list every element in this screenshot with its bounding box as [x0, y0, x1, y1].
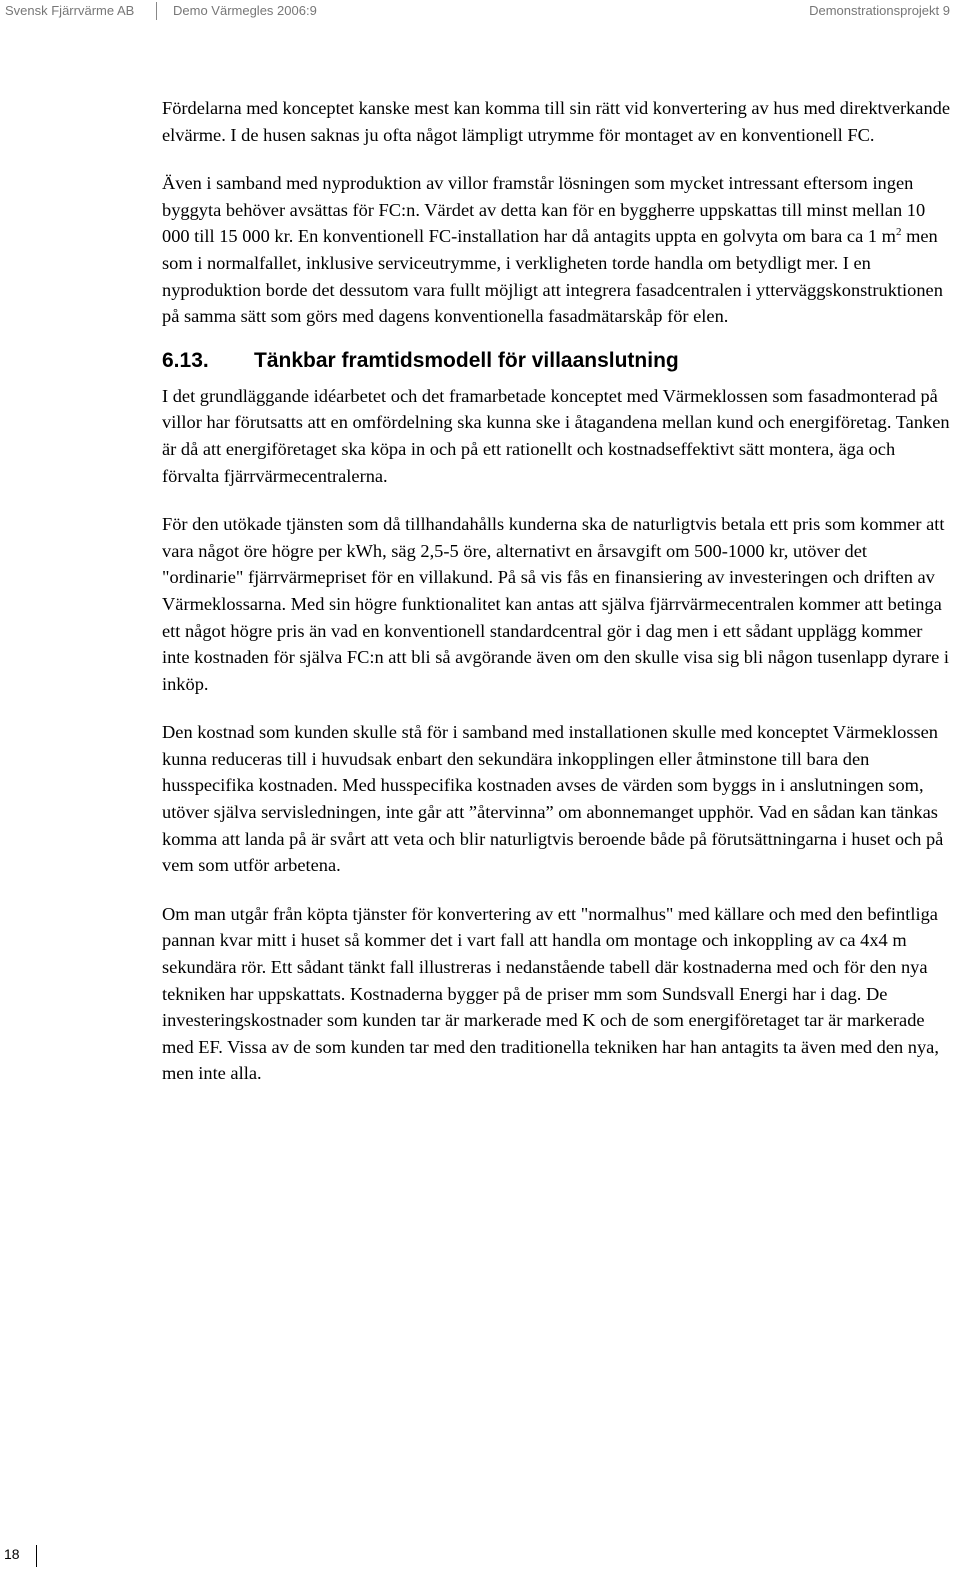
header-separator: [156, 2, 157, 20]
paragraph-ideaarbete: I det grundläggande idéarbetet och det framarbetade konceptet med Värmeklossen som fasadmonterad på villor har förutsatts att en omfördelning ska kunna ske i åtagandena mellan kund och energiföretag. Tanken är då att energiföretaget ska köpa in och på ett rationellt och kostnadseffektivt sätt montera, äga och förvalta fjärrvärmecentralerna.: [162, 385, 950, 486]
paragraph-nyproduktion-part2: men som i normalfallet, inklusive serviceutrymme, i verkligheten torde handla om betydligt mer. I en nyproduktion borde det dessutom vara fullt möjligt att integrera fasadcentralen i ytterväggskonstruktionen på samma sätt som görs med dagens konventionella fasadmätarskåp för elen.: [162, 226, 943, 327]
paragraph-elvarme: Fördelarna med konceptet kanske mest kan komma till sin rätt vid konvertering av hus med direktverkande elvärme. I de husen saknas ju ofta något lämpligt utrymme för montaget av en konventionell FC.: [162, 98, 951, 145]
section-heading: [162, 347, 952, 375]
superscript-squared: 2: [895, 226, 902, 239]
header-document-title: Demo Värmegles 2006:9: [173, 3, 317, 18]
paragraph-kostnad-kund: Den kostnad som kunden skulle stå för i samband med installationen skulle med konceptet Värmeklossen kunna reduceras till i huvudsak enbart den sekundära inkopplingen eller åtminstone till bara den husspecifika kostnaden. Med husspecifika kostnaden avses de värden som byggs in i anslutningen som, utöver själva servisledningen, inte går att ”återvinna” om abonnemanget upphör. Vad en sådan kan tänkas komma att landa på är svårt att veta och blir naturligtvis beroende både på förutsättningarna i huset och på vem som utför arbetena.: [162, 722, 944, 876]
page-header: [0, 0, 960, 30]
header-organization: Svensk Fjärrvärme AB: [5, 3, 135, 18]
page-body: [162, 95, 952, 1109]
section-title: Tänkbar framtidsmodell för villaanslutning: [254, 348, 679, 372]
paragraph-utokad-tjanst: För den utökade tjänsten som då tillhandahålls kunderna ska de naturligtvis betala ett pris som kommer att vara något öre högre per kWh, säg 2,5-5 öre, alternativt en årsavgift om 500-1000 kr, utöver det "ordinarie" fjärrvärmepriset för en villakund. På så vis fås en finansiering av investeringen och driften av Värmeklossarna. Med sin högre funktionalitet kan antas att själva fjärrvärmecentralen kommer att betinga ett något högre pris än vad en konventionell standardcentral gör i dag men i ett sådant upplägg kommer inte kostnaden för själva FC:n att bli så avgörande även om den skulle visa sig bli någon tusenlapp dyrare i inköp.: [162, 514, 950, 694]
section-number: 6.13.: [162, 348, 209, 372]
footer-divider: [36, 1545, 37, 1567]
paragraph-nyproduktion: [162, 170, 952, 330]
header-project-title: Demonstrationsprojekt 9: [809, 3, 950, 18]
paragraph-normalhus: Om man utgår från köpta tjänster för konvertering av ett "normalhus" med källare och med den befintliga pannan kvar mitt i huset så kommer det i vart fall att handla om montage och inkoppling av ca 4x4 m sekundära rör. Ett sådant tänkt fall illustreras i nedanstående tabell där kostnaderna med och för den nya tekniken har uppskattats. Kostnaderna bygger på de priser mm som Sundsvall Energi har i dag. De investeringskostnader som kunden tar är markerade med K och de som energiföretaget tar är markerade med EF. Vissa av de som kunden tar med den traditionella tekniken har han antagits ta även med den nya, men inte alla.: [162, 903, 939, 1084]
page-number: 18: [4, 1546, 20, 1562]
paragraph-nyproduktion-part1: Även i samband med nyproduktion av villor framstår lösningen som mycket intressant eftersom ingen byggyta behöver avsättas för FC:n. Värdet av detta kan för en byggherre uppskattas till minst mellan 10 000 till 15 000 kr. En konventionell FC-installation har då antagits uppta en golvyta om bara ca 1 m: [162, 173, 926, 247]
